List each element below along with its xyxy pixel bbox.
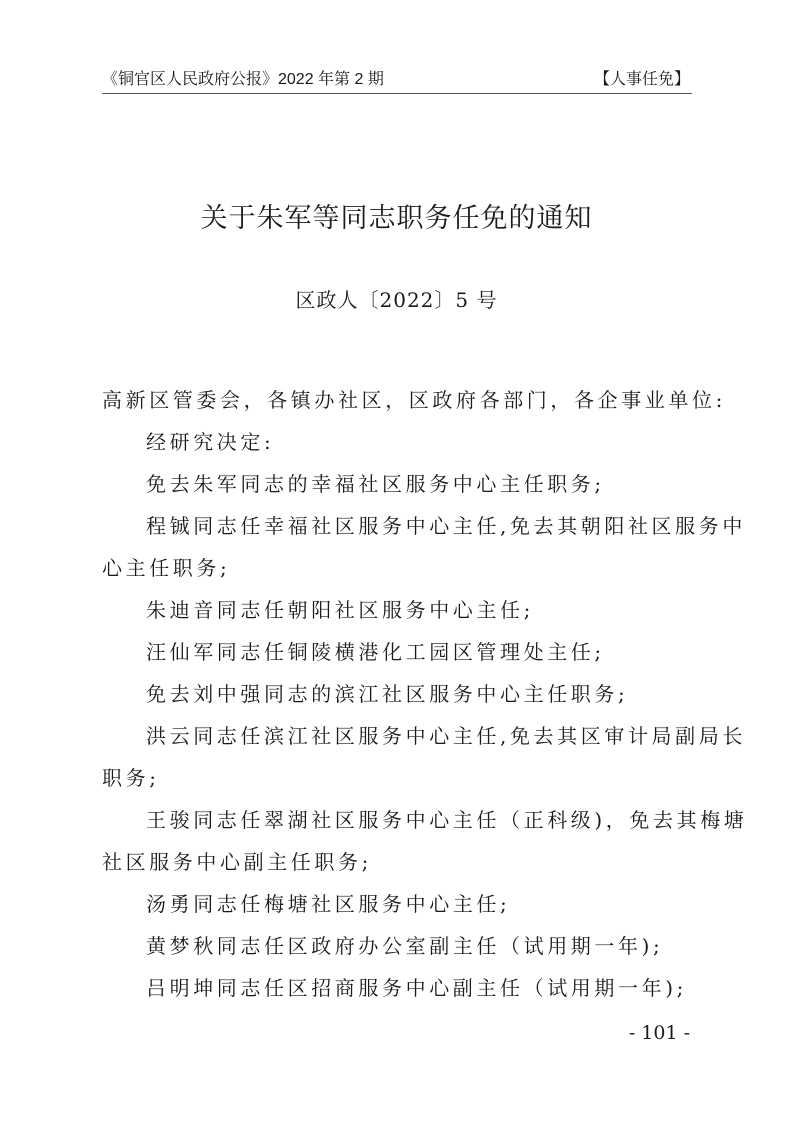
body-line: 免去刘中强同志的滨江社区服务中心主任职务; (146, 682, 629, 706)
body-line: 心主任职务; (102, 556, 231, 580)
document-title: 关于朱军等同志职务任免的通知 (200, 203, 593, 234)
body-line: 吕明坤同志任区招商服务中心副主任（试用期一年); (146, 976, 687, 1000)
publication-name: 《铜官区人民政府公报》2022 年第 2 期 (102, 71, 384, 88)
body-line: 黄梦秋同志任区政府办公室副主任（试用期一年); (146, 934, 664, 958)
page-number: - 101 - (628, 1022, 690, 1044)
document-body (102, 379, 748, 1009)
body-line: 高新区管委会，各镇办社区，区政府各部门，各企事业单位: (102, 388, 726, 412)
document-number: 区政人〔2022〕5 号 (295, 288, 498, 312)
body-line: 免去朱军同志的幸福社区服务中心主任职务; (146, 472, 605, 496)
body-line: 社区服务中心副主任职务; (102, 850, 372, 874)
body-line: 经研究决定: (146, 430, 275, 454)
section-label: 【人事任免】 (593, 71, 690, 88)
body-line: 朱迪音同志任朝阳社区服务中心主任; (146, 598, 534, 622)
body-line: 汪仙军同志任铜陵横港化工园区管理处主任; (146, 640, 605, 664)
body-line: 王骏同志任翠湖社区服务中心主任（正科级)，免去其梅塘 (146, 808, 748, 832)
header-rule (102, 93, 692, 94)
running-header (102, 62, 690, 92)
body-line: 洪云同志任滨江社区服务中心主任,免去其区审计局副局长 (146, 724, 746, 748)
body-line: 职务; (102, 766, 160, 790)
body-line: 程铖同志任幸福社区服务中心主任,免去其朝阳社区服务中 (146, 514, 746, 538)
body-line: 汤勇同志任梅塘社区服务中心主任; (146, 892, 511, 916)
